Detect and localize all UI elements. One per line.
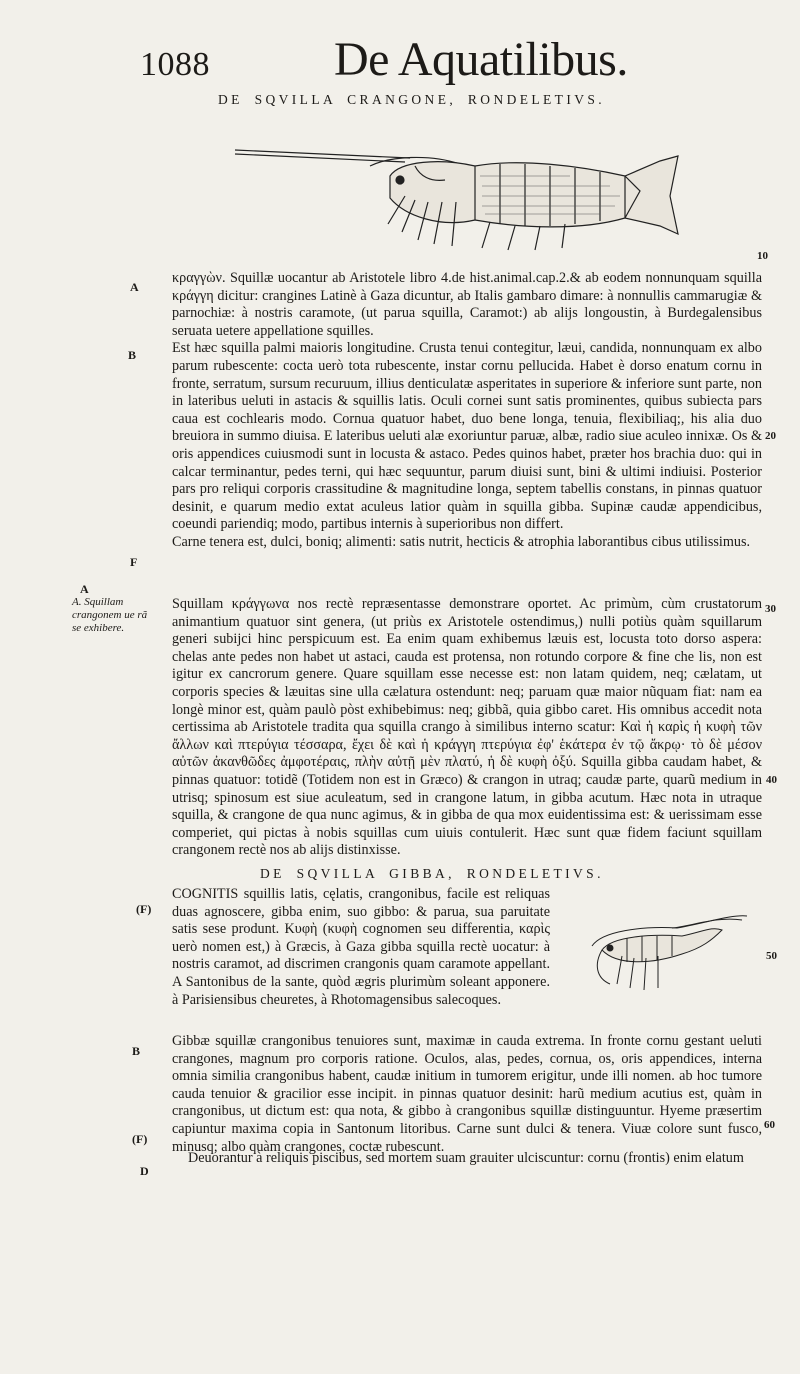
paragraph-block-gibba-intro	[172, 886, 550, 1009]
paragraph: Squillam κράγγωνα nos rectè repræsentasse demonstrare oportet. Ac primùm, cùm crustatorum animantium quatuor sint genera, (ut priùs ex Aristotele ostendimus,) nulli potiùs quàm squillarum generi subijci hinc perspicuum est. Ea enim quam exhibemus læuis est, locusta toto dorso aspera: chelas ante pedes non habet ut astaci, cauda est protensa, non rotundo corpore & fine che lis, non est igitur ex cancrorum genere. Quare squillam esse necesse est: non latam quidem, neq; cælatam, ut corporis species & læuitas sine ulla cælatura ostendunt: neq; paruam quæ maior nũquam fiat: nam ea longè minor est, quàm paulò pòst exhibebimus: neq; gibbã, quia gibbo caret. His omnibus accedit nota certissima ab Aristotele tradita qua squilla crango à similibus interno scatur: Καὶ ἡ καρὶς ἡ κυφὴ τῶν ἄλλων καὶ πτερύγια τέσσαρα, ἔχει δὲ καὶ ἡ κράγγη πτερύγια ἐφ' ἑκάτερα ἐν τῷ ἄκρῳ· τὸ δὲ μέσον αὐτῶν ἀκανθῶδες ἀμφοτέραις, πλὴν αὐτῇ μὲν πλατύ, ἡ δὲ κυφὴ ὀξύ. Squilla gibba caudam habet, & pinnas quatuor: totidẽ (Totidem non est in Græco) & crangon in utraq; caudæ parte, quarũ medium in utrisq; spinosum est siue aculeatum, sed in crangone latum, in gibba acutum. Hæc nota in utraque squilla, & crangone de qua nunc agimus, & in gibba de qua mox euidentissima est: & uerissimam esse comperiet, qui pictas à nobis squillas cum uiuis contulerit. Hæc sunt quæ fidem faciunt squillam crangonem rectè nos ab alijs distinxisse.	[172, 596, 762, 859]
line-number: 10	[757, 250, 768, 262]
paragraph: Gibbæ squillæ crangonibus tenuiores sunt, maximæ in cauda extrema. In fronte cornu gestant ueluti crangones, magnum pro corporis ratione. Oculos, alas, pedes, cornua, os, oris appendices, interna omnia similia crangonibus habent, caudæ initium in tumorem erigitur, unde illi nomen. ab hoc tumore cauda tenuior & gracilior esse incipit. in pinnas quatuor desinit: harũ medium acutius est, quàm in crangonibus, ut dictum est: qua nota, & gibbo à crangonibus squillæ distinguuntur. Hyeme præsertim capiuntur maxima copia in Santonum litoribus. Carne sunt dulci & tenera. Viuæ colore sunt fusco, minusq; albo quàm crangones, coctæ rubescunt.	[172, 1033, 762, 1155]
paragraph: Est hæc squilla palmi maioris longitudine. Crusta tenui contegitur, læui, candida, nonnunquam ex albo parum rubescente: cocta uerò tota rubescente, instar cornu pellucida. Habet è dorso enatum cornu in fronte, serratum, sursum recuruum, illius denticulatæ asperitates in superiore & inferiore sunt parte, non in lateribus ueluti in astacis & squillis latis. Oculi cornei sunt satis prominentes, quibus subiecta pars caua est cochlearis modo. Cornua quatuor habet, duo bene longa, tenuia, flexibiliaq;, his alia duo breuiora in summo diuisa. E lateribus ueluti alæ exoriuntur paruæ, albæ, radio siue aculeo innixæ. Os & oris appendices cuiusmodi sunt in locusta & astaco. Pedes quinos habet, præter hos brachia duo: qui in calcar terminantur, pedes terni, qui hæc sequuntur, parum diuisi sunt, bini & ultimi indiuisi. Posterior pars pro reliqui corporis crassitudine & magnitudine longa, septem tabellis constans, in pinnas quatuor desinit, e quarum medio extat aculeus latior quàm in squilla gibba. Supinæ caudæ appendicibus, coeundi pariendiq; modo, partibus internis à superioribus non differt.	[172, 340, 762, 533]
side-letter: D	[140, 1164, 149, 1178]
side-letter: (F)	[132, 1132, 148, 1146]
paragraph: κραγγὼν. Squillæ uocantur ab Aristotele libro 4.de hist.animal.cap.2.& ab eodem nonnunquam squilla κράγγη dicitur: crangines Latinè à Gaza dicuntur, ab Italis gambaro dimare: à nonnullis cammarugiæ & parnochiæ: à nostris caramote, (ut parua squilla, Caramot:) ab alijs longoustin, à Burdegalensibus seruata uetere appellatione squilles.	[172, 270, 762, 339]
paragraph: COGNITIS squillis latis, cęlatis, crangonibus, facile est reliquas duas agnoscere, gibba enim, suo gibbo: & parua, sua paruitate satis sese produnt. Κυφὴ (κυφὴ cognomen seu differentia, καρὶς uerò nomen est,) à Græcis, à Gaza gibba squilla rectè uocatur: à nostris caramot, ad discrimen crangonis quam caramote appellant. A Santonibus de la sante, quòd ægris plurimùm soleant apponere. à Parisiensibus cheuretes, à Rhotomagensibus salecoques.	[172, 886, 550, 1008]
page-number: 1088	[140, 46, 210, 83]
paragraph-block-gibba-description	[172, 1033, 762, 1156]
line-number: 40	[766, 774, 777, 786]
paragraph-block-argument	[172, 596, 762, 860]
page-title: De Aquatilibus.	[334, 33, 628, 86]
margin-note: A. Squillam crangonem ue rã se exhibere.	[72, 596, 148, 634]
section-heading-crangon: DE SQVILLA CRANGONE, RONDELETIVS.	[218, 92, 606, 107]
line-number: 50	[766, 950, 777, 962]
paragraph: Deuorantur à reliquis piscibus, sed mortem suam grauiter ulciscuntur: cornu (frontis) enim elatum	[188, 1150, 744, 1166]
side-letter: B	[132, 1044, 141, 1058]
side-letter: F	[130, 555, 138, 569]
section-heading-gibba: DE SQVILLA GIBBA, RONDELETIVS.	[260, 866, 604, 881]
side-letter: B	[128, 348, 137, 362]
line-number: 30	[765, 603, 776, 615]
gibba-shrimp-illustration	[582, 906, 752, 996]
line-number: 20	[765, 430, 776, 442]
paragraph-block-crangon	[172, 270, 762, 552]
side-letter: (F)	[136, 902, 152, 916]
side-letter: A	[80, 582, 89, 596]
crangon-shrimp-illustration	[230, 136, 680, 256]
side-letter: A	[130, 280, 139, 294]
paragraph-block-gibba-predators	[188, 1150, 764, 1168]
line-number: 60	[764, 1119, 775, 1131]
paragraph: Carne tenera est, dulci, boniq; alimenti: satis nutrit, hecticis & atrophia laborantibus cibus utilissimus.	[172, 533, 751, 550]
